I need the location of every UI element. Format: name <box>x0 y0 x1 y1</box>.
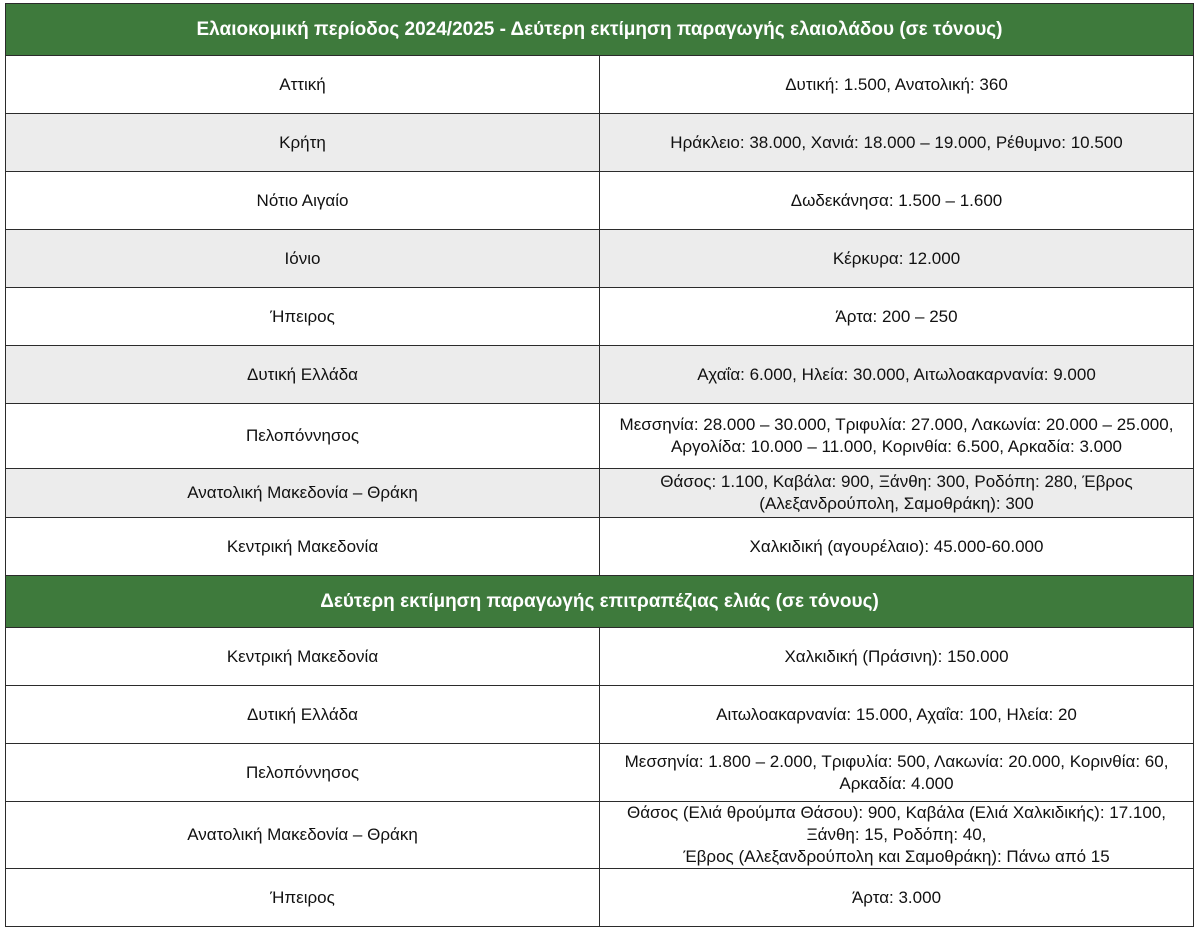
region-cell: Ήπειρος <box>6 869 600 927</box>
value-cell <box>600 686 1194 744</box>
value-cell <box>600 404 1194 469</box>
table-row <box>6 628 1194 686</box>
value-cell <box>600 288 1194 346</box>
section-header-olive-oil <box>6 4 1194 56</box>
region-cell: Δυτική Ελλάδα <box>6 686 600 744</box>
value-cell <box>600 346 1194 404</box>
table-row <box>6 56 1194 114</box>
value-line: Θάσος (Ελιά θρούμπα Θάσου): 900, Καβάλα (Ελιά Χαλκιδικής): 17.100, Ξάνθη: 15, Ροδόπη: 40, <box>626 803 1166 844</box>
section-header-table-olives <box>6 576 1194 628</box>
region-cell: Ιόνιο <box>6 230 600 288</box>
value-line: Αιτωλοακαρνανία: 15.000, Αχαΐα: 100, Ηλεία: 20 <box>716 704 1077 724</box>
region-cell: Νότιο Αιγαίο <box>6 172 600 230</box>
value-line: Άρτα: 200 – 250 <box>835 306 958 326</box>
table-row <box>6 172 1194 230</box>
table-row <box>6 744 1194 802</box>
region-cell: Αττική <box>6 56 600 114</box>
value-line: Αργολίδα: 10.000 – 11.000, Κορινθία: 6.500, Αρκαδία: 3.000 <box>670 437 1122 456</box>
production-table-container <box>5 3 1194 927</box>
value-cell <box>600 802 1194 869</box>
value-cell <box>600 230 1194 288</box>
value-line: Μεσσηνία: 28.000 – 30.000, Τριφυλία: 27.000, Λακωνία: 20.000 – 25.000, <box>619 415 1174 434</box>
value-cell <box>600 744 1194 802</box>
section-title: Ελαιοκομική περίοδος 2024/2025 - Δεύτερη εκτίμηση παραγωγής ελαιολάδου (σε τόνους) <box>6 4 1194 56</box>
value-line: Χαλκιδική (Πράσινη): 150.000 <box>784 646 1009 666</box>
value-cell <box>600 172 1194 230</box>
region-cell: Ανατολική Μακεδονία – Θράκη <box>6 469 600 518</box>
value-line: Άρτα: 3.000 <box>851 887 942 907</box>
value-line: Αχαΐα: 6.000, Ηλεία: 30.000, Αιτωλοακαρνανία: 9.000 <box>697 364 1096 384</box>
value-line: Μεσσηνία: 1.800 – 2.000, Τριφυλία: 500, Λακωνία: 20.000, Κορινθία: 60, Αρκαδία: 4.000 <box>624 751 1169 793</box>
region-cell: Πελοπόννησος <box>6 744 600 802</box>
value-line: Χαλκιδική (αγουρέλαιο): 45.000-60.000 <box>749 536 1044 556</box>
table-row <box>6 404 1194 469</box>
value-cell <box>600 114 1194 172</box>
value-cell <box>600 469 1194 518</box>
value-cell <box>600 869 1194 927</box>
region-cell: Κεντρική Μακεδονία <box>6 518 600 576</box>
region-cell: Δυτική Ελλάδα <box>6 346 600 404</box>
value-line: Δυτική: 1.500, Ανατολική: 360 <box>785 74 1008 94</box>
region-cell: Κεντρική Μακεδονία <box>6 628 600 686</box>
value-line: Κέρκυρα: 12.000 <box>832 248 961 268</box>
value-cell <box>600 628 1194 686</box>
table-row <box>6 288 1194 346</box>
region-cell: Ανατολική Μακεδονία – Θράκη <box>6 802 600 869</box>
table-row <box>6 230 1194 288</box>
section-title: Δεύτερη εκτίμηση παραγωγής επιτραπέζιας ελιάς (σε τόνους) <box>6 576 1194 628</box>
region-cell: Πελοπόννησος <box>6 404 600 469</box>
value-line: Ηράκλειο: 38.000, Χανιά: 18.000 – 19.000, Ρέθυμνο: 10.500 <box>670 132 1123 152</box>
value-line: Δωδεκάνησα: 1.500 – 1.600 <box>790 190 1003 210</box>
table-row <box>6 469 1194 518</box>
table-row <box>6 114 1194 172</box>
table-row <box>6 802 1194 869</box>
table-row <box>6 686 1194 744</box>
production-table <box>5 3 1194 927</box>
value-cell <box>600 518 1194 576</box>
table-row <box>6 869 1194 927</box>
value-line: Έβρος (Αλεξανδρούπολη και Σαμοθράκη): Πάνω από 15 <box>683 847 1110 866</box>
region-cell: Ήπειρος <box>6 288 600 346</box>
table-row <box>6 346 1194 404</box>
value-line: Θάσος: 1.100, Καβάλα: 900, Ξάνθη: 300, Ροδόπη: 280, Έβρος (Αλεξανδρούπολη, Σαμοθράκη): 300 <box>660 472 1133 513</box>
value-cell <box>600 56 1194 114</box>
table-row <box>6 518 1194 576</box>
region-cell: Κρήτη <box>6 114 600 172</box>
